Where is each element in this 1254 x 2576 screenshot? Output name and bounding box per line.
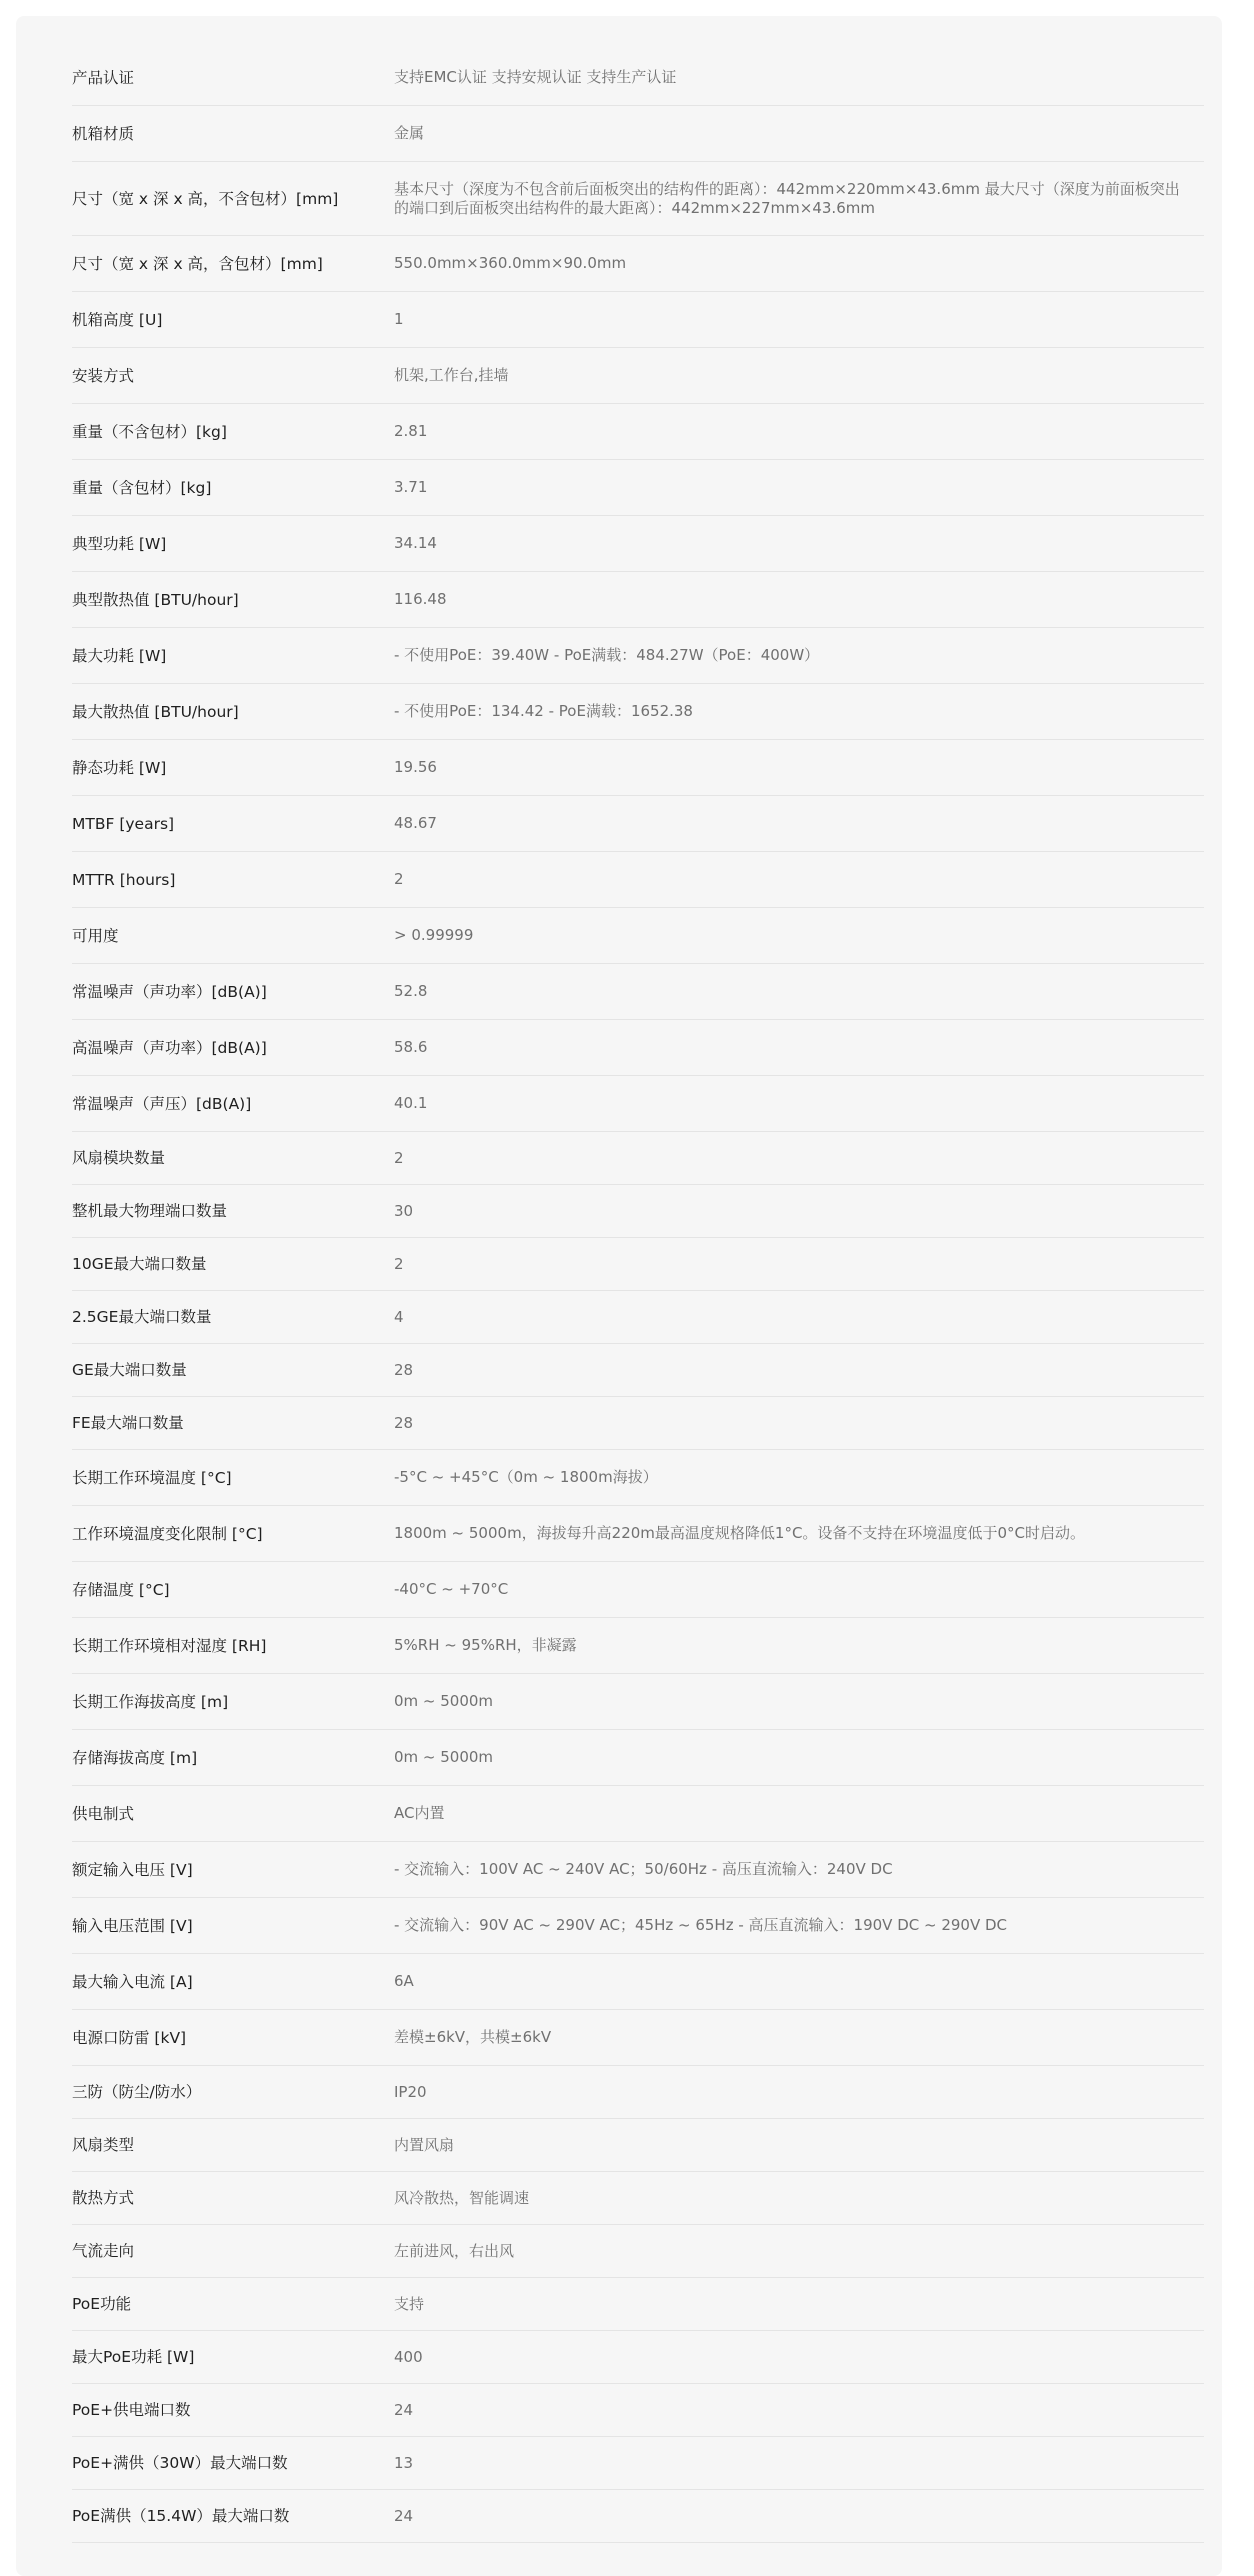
spec-value: 金属 — [394, 124, 425, 142]
spec-value: 2 — [394, 1148, 404, 1167]
spec-value: IP20 — [394, 2082, 427, 2101]
spec-value: 2 — [394, 1254, 404, 1273]
spec-label: 输入电压范围 [V] — [72, 1916, 193, 1935]
spec-card — [16, 16, 1222, 2576]
spec-row — [72, 50, 1204, 106]
spec-row — [72, 236, 1204, 292]
spec-row — [72, 162, 1204, 236]
spec-row — [72, 2010, 1204, 2066]
spec-value: 116.48 — [394, 590, 447, 608]
spec-value: -40°C ~ +70°C — [394, 1580, 509, 1598]
spec-label: 电源口防雷 [kV] — [72, 2028, 187, 2047]
spec-row — [72, 852, 1204, 908]
spec-row — [72, 1185, 1204, 1238]
spec-label: 尺寸（宽 x 深 x 高，不含包材）[mm] — [72, 189, 339, 208]
spec-label: FE最大端口数量 — [72, 1414, 184, 1432]
spec-value: 基本尺寸（深度为不包含前后面板突出的结构件的距离）：442mm×220mm×43.6mm 最大尺寸（深度为前面板突出的端口到后面板突出结构件的最大距离）：442mm×227mm×43.6mm — [394, 179, 1180, 217]
spec-value: 400 — [394, 2347, 423, 2366]
spec-row — [72, 348, 1204, 404]
spec-row — [72, 292, 1204, 348]
spec-label: 典型功耗 [W] — [72, 534, 167, 553]
spec-value: - 交流输入：90V AC ~ 290V AC；45Hz ~ 65Hz - 高压直流输入：190V DC ~ 290V DC — [394, 1916, 1008, 1934]
spec-label: 供电制式 — [72, 1804, 135, 1823]
spec-value: 34.14 — [394, 534, 437, 552]
spec-label: 典型散热值 [BTU/hour] — [72, 590, 239, 609]
spec-row — [72, 1450, 1204, 1506]
spec-value: - 不使用PoE：39.40W - PoE满载：484.27W（PoE：400W） — [394, 646, 820, 664]
spec-value: 52.8 — [394, 982, 428, 1000]
spec-value: 0m ~ 5000m — [394, 1692, 494, 1710]
spec-label: 安装方式 — [72, 366, 135, 385]
spec-value: 40.1 — [394, 1094, 428, 1112]
spec-label: 可用度 — [72, 926, 119, 945]
spec-row — [72, 2119, 1204, 2172]
spec-label: PoE+供电端口数 — [72, 2401, 191, 2419]
spec-value: - 交流输入：100V AC ~ 240V AC；50/60Hz - 高压直流输入：240V DC — [394, 1860, 893, 1878]
spec-row — [72, 1562, 1204, 1618]
spec-label: PoE+满供（30W）最大端口数 — [72, 2454, 288, 2472]
spec-label: 最大输入电流 [A] — [72, 1972, 193, 1991]
spec-value: 2 — [394, 870, 404, 888]
spec-value: -5°C ~ +45°C（0m ~ 1800m海拔） — [394, 1468, 658, 1486]
spec-row — [72, 2172, 1204, 2225]
spec-value: 左前进风，右出风 — [394, 2241, 515, 2260]
spec-label: 风扇类型 — [72, 2136, 135, 2154]
spec-value: 5%RH ~ 95%RH，非凝露 — [394, 1636, 577, 1654]
spec-value: 550.0mm×360.0mm×90.0mm — [394, 254, 627, 272]
spec-value: 4 — [394, 1307, 404, 1326]
spec-value: 24 — [394, 2506, 414, 2525]
spec-row — [72, 1842, 1204, 1898]
spec-value: 1800m ~ 5000m，海拔每升高220m最高温度规格降低1°C。设备不支持在环境温度低于0°C时启动。 — [394, 1524, 1085, 1542]
spec-row — [72, 684, 1204, 740]
spec-value: - 不使用PoE：134.42 - PoE满载：1652.38 — [394, 702, 693, 720]
spec-row — [72, 1344, 1204, 1397]
spec-label: PoE功能 — [72, 2295, 132, 2313]
spec-row — [72, 572, 1204, 628]
spec-label: 长期工作环境相对湿度 [RH] — [72, 1636, 267, 1655]
spec-value: 3.71 — [394, 478, 428, 496]
spec-value: 0m ~ 5000m — [394, 1748, 494, 1766]
spec-value: 机架,工作台,挂墙 — [394, 366, 509, 384]
spec-value: 48.67 — [394, 814, 437, 832]
spec-label: 机箱高度 [U] — [72, 310, 163, 329]
spec-label: 重量（不含包材）[kg] — [72, 422, 227, 441]
spec-row — [72, 1238, 1204, 1291]
spec-label: 机箱材质 — [72, 124, 135, 143]
spec-label: 尺寸（宽 x 深 x 高，含包材）[mm] — [72, 254, 323, 273]
spec-label: 整机最大物理端口数量 — [72, 1202, 228, 1220]
spec-row — [72, 908, 1204, 964]
spec-label: 存储温度 [°C] — [72, 1580, 170, 1599]
spec-label: 长期工作环境温度 [°C] — [72, 1468, 232, 1487]
spec-row — [72, 1618, 1204, 1674]
spec-value: 风冷散热，智能调速 — [394, 2188, 530, 2207]
spec-value: 13 — [394, 2453, 414, 2472]
spec-value: 6A — [394, 1972, 414, 1990]
spec-row — [72, 1076, 1204, 1132]
spec-value: 内置风扇 — [394, 2135, 455, 2154]
spec-label: MTTR [hours] — [72, 870, 176, 889]
spec-label: 2.5GE最大端口数量 — [72, 1308, 212, 1326]
spec-value: 19.56 — [394, 758, 437, 776]
spec-value: 2.81 — [394, 422, 428, 440]
spec-row — [72, 460, 1204, 516]
spec-value: 支持 — [394, 2294, 425, 2313]
spec-label: 散热方式 — [72, 2189, 135, 2207]
spec-row — [72, 2490, 1204, 2543]
spec-row — [72, 1020, 1204, 1076]
spec-value: 24 — [394, 2400, 414, 2419]
spec-row — [72, 2278, 1204, 2331]
spec-label: 最大散热值 [BTU/hour] — [72, 702, 239, 721]
spec-label: 产品认证 — [72, 68, 135, 87]
spec-label: MTBF [years] — [72, 814, 175, 833]
spec-label: PoE满供（15.4W）最大端口数 — [72, 2507, 290, 2525]
spec-label: 存储海拔高度 [m] — [72, 1748, 198, 1767]
spec-row — [72, 1397, 1204, 1450]
spec-label: 重量（含包材）[kg] — [72, 478, 212, 497]
spec-value: 1 — [394, 310, 404, 328]
spec-label: 三防（防尘/防水） — [72, 2083, 202, 2101]
spec-label: 额定输入电压 [V] — [72, 1860, 193, 1879]
spec-row — [72, 516, 1204, 572]
spec-value: > 0.99999 — [394, 926, 474, 944]
spec-value: 58.6 — [394, 1038, 428, 1056]
spec-table — [72, 50, 1204, 2543]
spec-row — [72, 106, 1204, 162]
spec-value: AC内置 — [394, 1804, 445, 1822]
spec-row — [72, 1132, 1204, 1185]
spec-row — [72, 2437, 1204, 2490]
spec-row — [72, 2331, 1204, 2384]
spec-row — [72, 2066, 1204, 2119]
spec-value: 28 — [394, 1413, 414, 1432]
spec-value: 30 — [394, 1201, 414, 1220]
spec-label: 最大PoE功耗 [W] — [72, 2348, 195, 2366]
spec-row — [72, 2384, 1204, 2437]
spec-row — [72, 1898, 1204, 1954]
spec-label: 10GE最大端口数量 — [72, 1255, 207, 1273]
spec-label: 风扇模块数量 — [72, 1149, 166, 1167]
spec-row — [72, 964, 1204, 1020]
spec-label: GE最大端口数量 — [72, 1361, 187, 1379]
spec-row — [72, 1786, 1204, 1842]
spec-label: 最大功耗 [W] — [72, 646, 167, 665]
spec-row — [72, 1506, 1204, 1562]
spec-row — [72, 1291, 1204, 1344]
spec-value: 支持EMC认证 支持安规认证 支持生产认证 — [394, 68, 677, 86]
spec-label: 高温噪声（声功率）[dB(A)] — [72, 1038, 267, 1057]
spec-value: 差模±6kV，共模±6kV — [394, 2028, 552, 2046]
spec-row — [72, 1954, 1204, 2010]
spec-label: 工作环境温度变化限制 [°C] — [72, 1524, 263, 1543]
spec-label: 长期工作海拔高度 [m] — [72, 1692, 229, 1711]
spec-row — [72, 1674, 1204, 1730]
spec-row — [72, 2225, 1204, 2278]
spec-label: 气流走向 — [72, 2242, 135, 2260]
spec-row — [72, 740, 1204, 796]
spec-label: 静态功耗 [W] — [72, 758, 167, 777]
spec-row — [72, 1730, 1204, 1786]
spec-row — [72, 796, 1204, 852]
spec-label: 常温噪声（声压）[dB(A)] — [72, 1094, 252, 1113]
spec-value: 28 — [394, 1360, 414, 1379]
spec-row — [72, 628, 1204, 684]
spec-label: 常温噪声（声功率）[dB(A)] — [72, 982, 267, 1001]
spec-row — [72, 404, 1204, 460]
